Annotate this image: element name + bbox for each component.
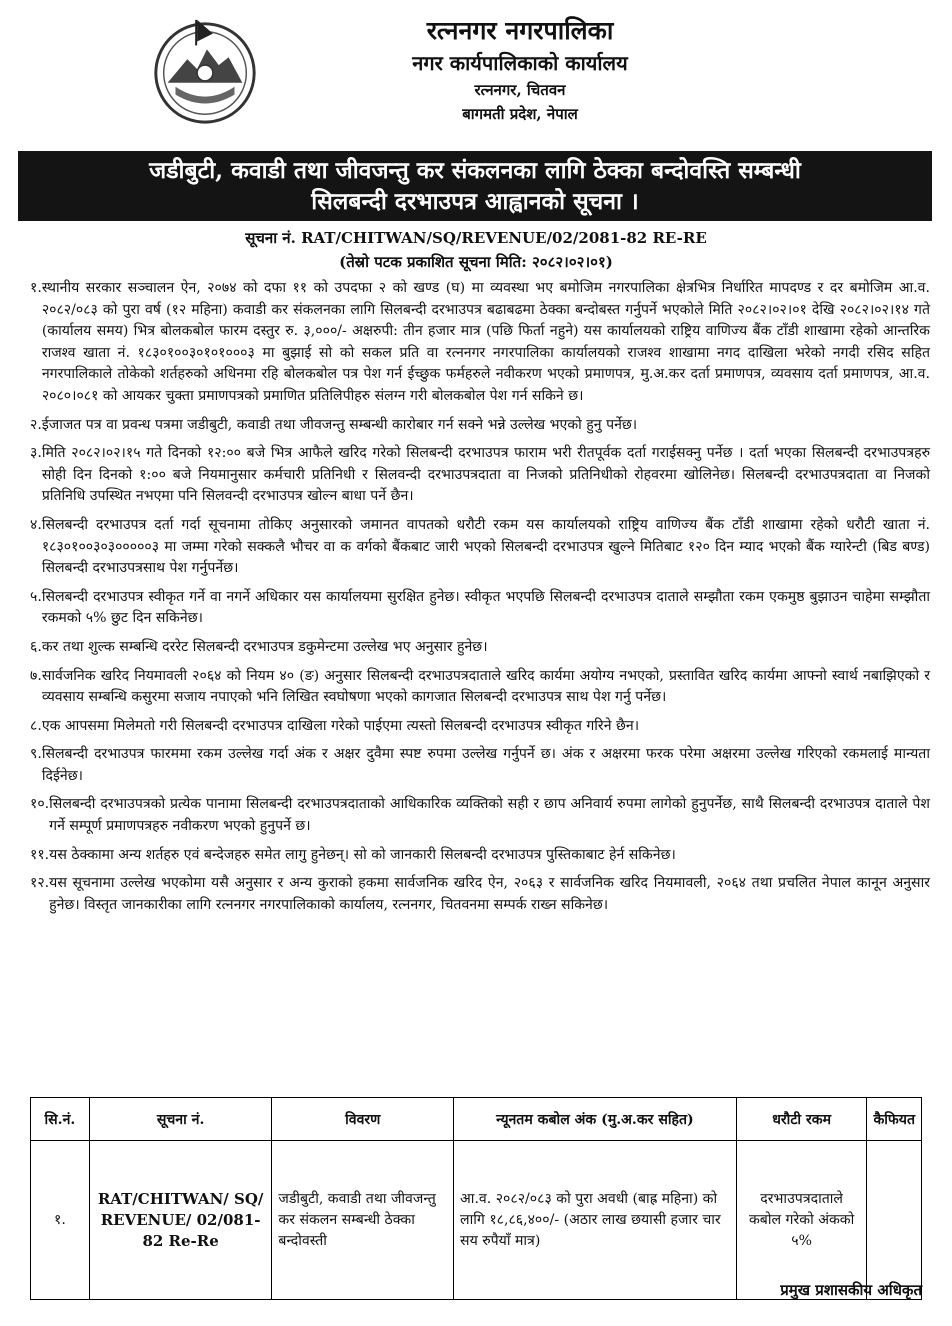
col-notice-no: सूचना नं. (89, 1098, 272, 1141)
paragraph-number: ७. (30, 667, 42, 684)
office-location: रत्ननगर, चितवन (474, 81, 566, 99)
paragraph-text: मिति २०८२।०२।१५ गते दिनको १२:०० बजे भित्र आफैले खरिद गरेको सिलबन्दी दरभाउपत्र फाराम भरी रीतपूर्वक दर्ता गराईसक्नु पर्नेछ । दर्ता भएका सिलबन्दी दरभाउपत्रहरु सोही दिन दिनको १:०० बजे नियमानुसार कर्मचारी प्रतिनिधी र सिलवन्दी दरभाउपत्रदाता वा निजको प्रतिनिधीको रोहवरमा खोलिनेछ। सिलबन्दी दरभाउपत्रदाता वा निजको प्रतिनिधि उपस्थित नभएमा पनि सिलवन्दी दरभाउपत्र खोल्न बाधा पर्ने छैन। (41, 445, 930, 505)
notice-paragraph (30, 666, 930, 709)
paragraph-number: १२. (30, 875, 50, 892)
office-title-block (300, 14, 740, 126)
paragraph-text: ईजाजत पत्र वा प्रवन्ध पत्रमा जडीबुटी, कवाडी तथा जीवजन्तु सम्बन्धी कारोबार गर्न सक्ने भन्ने उल्लेख भएको हुनु पर्नेछ। (41, 416, 638, 433)
cell-deposit: दरभाउपत्रदाताले कबोल गरेको अंकको ५% (736, 1141, 867, 1300)
contract-table (30, 1097, 922, 1300)
paragraph-number: १. (30, 280, 42, 296)
office-name: नगर कार्यपालिकाको कार्यालय (412, 51, 628, 75)
paragraph-number: ४. (30, 516, 42, 533)
paragraph-number: ६. (30, 638, 42, 655)
banner-line-2: सिलबन्दी दरभाउपत्र आह्वानको सूचना । (311, 188, 639, 215)
col-description: विवरण (272, 1098, 454, 1141)
table-header-row (31, 1098, 922, 1141)
notice-paragraph (30, 794, 930, 837)
notice-body (30, 278, 930, 923)
paragraph-text: कर तथा शुल्क सम्बन्धि दररेट सिलबन्दी दरभाउपत्र डकुमेन्टमा उल्लेख भए अनुसार हुनेछ। (41, 638, 488, 655)
notice-reference (0, 226, 952, 274)
paragraph-number: १०. (30, 796, 50, 813)
cell-remarks (867, 1141, 922, 1300)
notice-paragraph (30, 587, 930, 630)
paragraph-number: ११. (30, 846, 50, 863)
notice-number: सूचना नं. RAT/CHITWAN/SQ/REVENUE/02/2081-82 RE-RE (245, 229, 707, 247)
notice-paragraph (30, 845, 930, 867)
notice-paragraph (30, 873, 930, 916)
paragraph-number: ८. (30, 717, 42, 734)
paragraph-text: यस ठेक्कामा अन्य शर्तहरु एवं बन्देजहरु समेत लागु हुनेछन्। सो को जानकारी सिलबन्दी दरभाउपत्र पुस्तिकाबाट हेर्न सकिनेछ। (49, 846, 676, 863)
paragraph-number: ३. (30, 445, 42, 462)
letterhead (0, 0, 952, 150)
notice-paragraph (30, 744, 930, 787)
paragraph-text: स्थानीय सरकार सञ्चालन ऐन, २०७४ को दफा ११ को उपदफा २ को खण्ड (घ) मा व्यवस्था भए बमोजिम नगरपालिका क्षेत्रभित्र निर्धारित मापदण्ड र दर बमोजिम आ.व. २०८२/०८३ को पुरा वर्ष (१२ महिना) कवाडी कर संकलनका लागि सिलबन्दी दरभाउपत्र बढाबढमा ठेक्का बन्दोबस्त गर्नुपर्ने भएकोले मिति २०८२।०२।०१ देखि २०८२।०२।१४ गते (कार्यालय समय) भित्र बोलकबोल फारम दस्तुर रु. ३,०००/- अक्षरुपी: तीन हजार मात्र (पछि फिर्ता नहुने) यस कार्यालयको राष्ट्रिय वाणिज्य बैंक टाँडी शाखामा रहेको आन्तरिक राजश्व खाता नं. १८३०१००३०१०१०००३ मा बुझाई सो को सकल प्रति वा रत्ननगर नगरपालिका कार्यालयको राजश्व शाखामा नगद दाखिला भरेको नगदी रसिद सहित नगरपालिकाले तोकेको शर्तहरुको अधिनमा रहि बोलकबोल पत्र पेश गर्न ईच्छुक फर्महरुले नवीकरण भएको प्रमाणपत्र, मु.अ.कर दर्ता प्रमाणपत्र, व्यवसाय दर्ता प्रमाणपत्र, आ.व. २०८०।०८१ को आयकर चुक्ता प्रमाणपत्रको प्रमाणित प्रतिलिपीहरु संलग्न गरी बोलकबोल पेश गर्न सकिने छ। (41, 280, 930, 404)
paragraph-text: सिलबन्दी दरभाउपत्र दर्ता गर्दा सूचनामा तोकिए अनुसारको जमानत वापतको धरौटी रकम यस कार्यालयको राष्ट्रिय वाणिज्य बैंक टाँडी शाखामा रहेको धरौटी खाता नं. १८३०१००३०३०००००३ मा जम्मा गरेको सक्कलै भौचर वा क वर्गको बैंकबाट जारी भएको सिलबन्दी दरभाउपत्र खुल्ने मितिबाट १२० दिन म्याद भएको बैंक ग्यारेन्टी (बिड बण्ड) सिलबन्दी दरभाउपत्रसाथ पेश गर्नुपर्नेछ। (41, 516, 931, 577)
signatory-title: प्रमुख प्रशासकीय अधिकृत (780, 1281, 922, 1299)
table-row (31, 1141, 922, 1300)
notice-date: (तेस्रो पटक प्रकाशित सूचना मिति: २०८२।०२।०१) (339, 253, 613, 271)
notice-title-banner (18, 151, 932, 221)
cell-notice-no: RAT/CHITWAN/ SQ/ REVENUE/ 02/081-82 Re-Re (89, 1141, 272, 1300)
paragraph-text: सिलबन्दी दरभाउपत्र फारममा रकम उल्लेख गर्दा अंक र अक्षर दुवैमा स्पष्ट रुपमा उल्लेख गर्नुपर्ने छ। अंक र अक्षरमा फरक परेमा अक्षरमा उल्लेख गरिएको रकमलाई मान्यता दिईनेछ। (41, 746, 930, 784)
notice-paragraph (30, 443, 930, 508)
paragraph-text: सार्वजनिक खरिद नियमावली २०६४ को नियम ४० (ङ) अनुसार सिलबन्दी दरभाउपत्रदाताले खरिद कार्यमा अयोग्य नभएको, प्रस्तावित खरिद कार्यमा आफ्नो स्वार्थ नबाझिएको र व्यवसाय सम्बन्धि कसुरमा सजाय नपाएको भनि लिखित स्वघोषणा भएको कागजात सिलबन्दी दरभाउपत्र साथ पेश गर्नु पर्नेछ। (41, 667, 930, 706)
col-min-bid: न्यूनतम कबोल अंक (मु.अ.कर सहित) (454, 1098, 737, 1141)
office-province: बागमती प्रदेश, नेपाल (462, 105, 578, 123)
cell-sn: १. (31, 1141, 90, 1300)
paragraph-number: ५. (30, 588, 42, 605)
col-sn: सि.नं. (31, 1098, 90, 1141)
notice-paragraph (30, 278, 930, 408)
paragraph-text: यस सूचनामा उल्लेख भएकोमा यसै अनुसार र अन्य कुराको हकमा सार्वजनिक खरिद ऐन, २०६३ र सार्वजनिक खरिद नियमावली, २०६४ तथा प्रचलित नेपाल कानून अनुसार हुनेछ। विस्तृत जानकारीका लागि रत्ननगर नगरपालिकाको कार्यालय, रत्ननगर, चितवनमा सम्पर्क राख्न सकिनेछ। (49, 875, 930, 913)
notice-paragraph (30, 415, 930, 437)
paragraph-number: ९. (30, 746, 42, 763)
municipality-name: रत्ननगर नगरपालिका (426, 16, 614, 45)
notice-paragraph (30, 515, 930, 580)
paragraph-text: एक आपसमा मिलेमतो गरी सिलबन्दी दरभाउपत्र दाखिला गरेको पाईएमा त्यस्तो सिलबन्दी दरभाउपत्र स्वीकृत गरिने छैन। (41, 717, 640, 734)
notice-paragraph (30, 637, 930, 659)
paragraph-text: सिलबन्दी दरभाउपत्रको प्रत्येक पानामा सिलबन्दी दरभाउपत्रदाताको आधिकारिक व्यक्तिको सही र छाप अनिवार्य रुपमा लागेको हुनुपर्नेछ, साथै सिलबन्दी दरभाउपत्र दाताले पेश गर्ने सम्पूर्ण प्रमाणपत्रहरु नवीकरण भएको हुनुपर्ने छ। (49, 796, 930, 835)
col-remarks: कैफियत (867, 1098, 922, 1141)
col-deposit: धरौटी रकम (736, 1098, 867, 1141)
nepal-emblem-icon (146, 12, 264, 130)
banner-line-1: जडीबुटी, कवाडी तथा जीवजन्तु कर संकलनका लागि ठेक्का बन्दोवस्ति सम्बन्धी (149, 157, 801, 184)
notice-paragraph (30, 716, 930, 738)
cell-description: जडीबुटी, कवाडी तथा जीवजन्तु कर संकलन सम्बन्धी ठेक्का बन्दोवस्ती (272, 1141, 454, 1300)
cell-min-bid: आ.व. २०८२/०८३ को पुरा अवधी (बाह्र महिना) को लागि १८,८६,४००/- (अठार लाख छयासी हजार चार सय रुपैयाँ मात्र) (454, 1141, 737, 1300)
paragraph-text: सिलबन्दी दरभाउपत्र स्वीकृत गर्ने वा नगर्ने अधिकार यस कार्यालयमा सुरक्षित हुनेछ। स्वीकृत भएपछि सिलबन्दी दरभाउपत्र दाताले सम्झौता रकम एकमुष्ठ बुझाउन चाहेमा सम्झौता रकमको ५% छुट दिन सकिनेछ। (41, 588, 930, 627)
paragraph-number: २. (30, 416, 42, 433)
